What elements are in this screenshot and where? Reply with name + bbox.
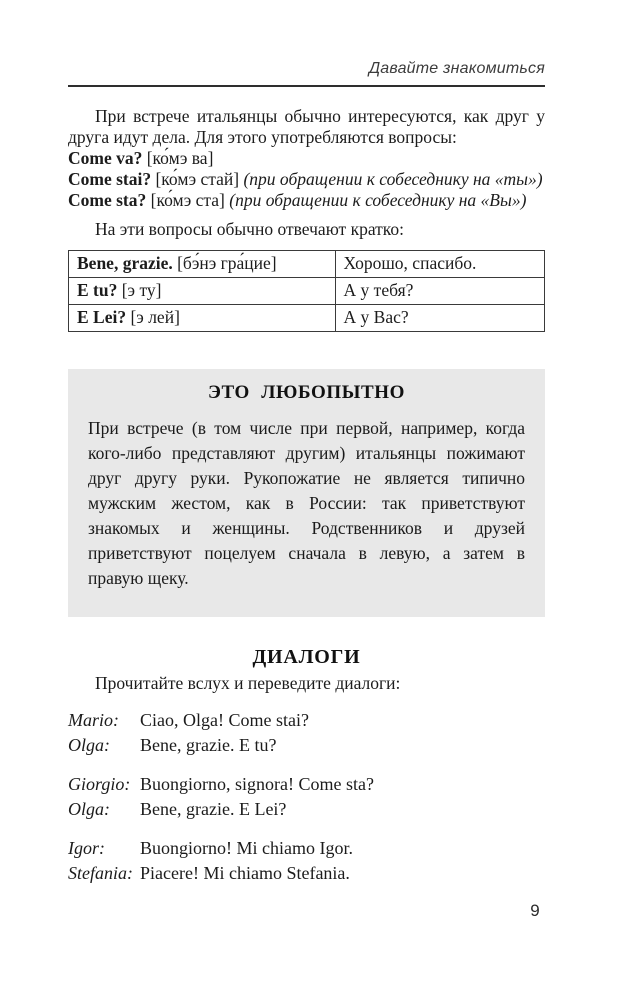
dialogue-line [68, 772, 545, 797]
dialogue-text: Bene, grazie. E Lei? [140, 799, 287, 819]
answers-table [68, 250, 545, 332]
table-row [69, 305, 545, 332]
answer-italian: E tu? [77, 280, 118, 300]
speaker-name: Olga: [68, 735, 110, 755]
curious-box [68, 369, 545, 617]
dialogues-instruction: Прочитайте вслух и переведите диалоги: [95, 673, 401, 693]
dialogue-line [68, 836, 545, 861]
table-cell-russian: А у Вас? [335, 305, 544, 332]
phrase-note: (при обращении к собеседнику на «ты») [243, 169, 543, 189]
speaker-name: Giorgio: [68, 774, 131, 794]
table-cell-italian [69, 278, 336, 305]
dialogue-group-3 [68, 836, 545, 886]
phrase-note: (при обращении к собеседнику на «Вы») [229, 190, 527, 210]
answer-transcription: [э ту] [121, 280, 162, 300]
curious-box-title: ЭТО ЛЮБОПЫТНО [207, 382, 406, 403]
dialogue-text: Ciao, Olga! Come stai? [140, 710, 309, 730]
running-header: Давайте знакомиться [368, 60, 545, 77]
dialogues-heading: ДИАЛОГИ [252, 646, 361, 668]
dialogue-line [68, 733, 545, 758]
book-page [68, 0, 545, 1000]
speaker-name: Stefania: [68, 863, 133, 883]
dialogue-text: Buongiorno, signora! Come sta? [140, 774, 374, 794]
table-cell-italian [69, 305, 336, 332]
table-row [69, 251, 545, 278]
dialogue-line [68, 797, 545, 822]
phrase-transcription: [ко́мэ ва] [146, 148, 214, 168]
dialogue-text: Bene, grazie. E tu? [140, 735, 277, 755]
phrase-come-va [68, 148, 545, 169]
speaker-name: Mario: [68, 710, 119, 730]
speaker-name: Igor: [68, 838, 105, 858]
table-cell-russian: Хорошо, спасибо. [335, 251, 544, 278]
table-cell-russian: А у тебя? [335, 278, 544, 305]
speaker-name: Olga: [68, 799, 110, 819]
dialogue-group-1 [68, 708, 545, 758]
table-row [69, 278, 545, 305]
header-rule [68, 85, 545, 87]
intro-paragraph: При встрече итальянцы обычно интересуются, как друг у друга идут дела. Для этого употребляются вопросы: [68, 106, 545, 147]
table-cell-italian [69, 251, 336, 278]
phrase-italian: Come stai? [68, 169, 152, 189]
answers-intro-paragraph: На эти вопросы обычно отвечают кратко: [95, 219, 405, 239]
phrase-italian: Come va? [68, 148, 143, 168]
dialogue-text: Piacere! Mi chiamo Stefania. [140, 863, 350, 883]
dialogue-text: Buongiorno! Mi chiamo Igor. [140, 838, 353, 858]
dialogue-group-2 [68, 772, 545, 822]
answer-italian: Bene, grazie. [77, 253, 173, 273]
dialogue-line [68, 861, 545, 886]
phrase-italian: Come sta? [68, 190, 147, 210]
phrase-come-sta [68, 190, 545, 211]
answer-transcription: [бэ́нэ гра́цие] [177, 253, 277, 273]
phrase-come-stai [68, 169, 545, 190]
answer-italian: E Lei? [77, 307, 127, 327]
curious-box-body: При встрече (в том числе при первой, например, когда кого-либо представляют другим) итальянцы пожимают друг другу руки. Рукопожатие не является типично мужским жестом, как в России: так приветствуют знакомых и женщины. Родственников и друзей приветствуют поцелуем сначала в левую, а затем в правую щеку. [88, 418, 525, 588]
page-number: 9 [530, 901, 540, 920]
phrase-transcription: [ко́мэ стай] [155, 169, 240, 189]
phrase-transcription: [ко́мэ ста] [150, 190, 225, 210]
answer-transcription: [э лей] [130, 307, 180, 327]
dialogue-line [68, 708, 545, 733]
